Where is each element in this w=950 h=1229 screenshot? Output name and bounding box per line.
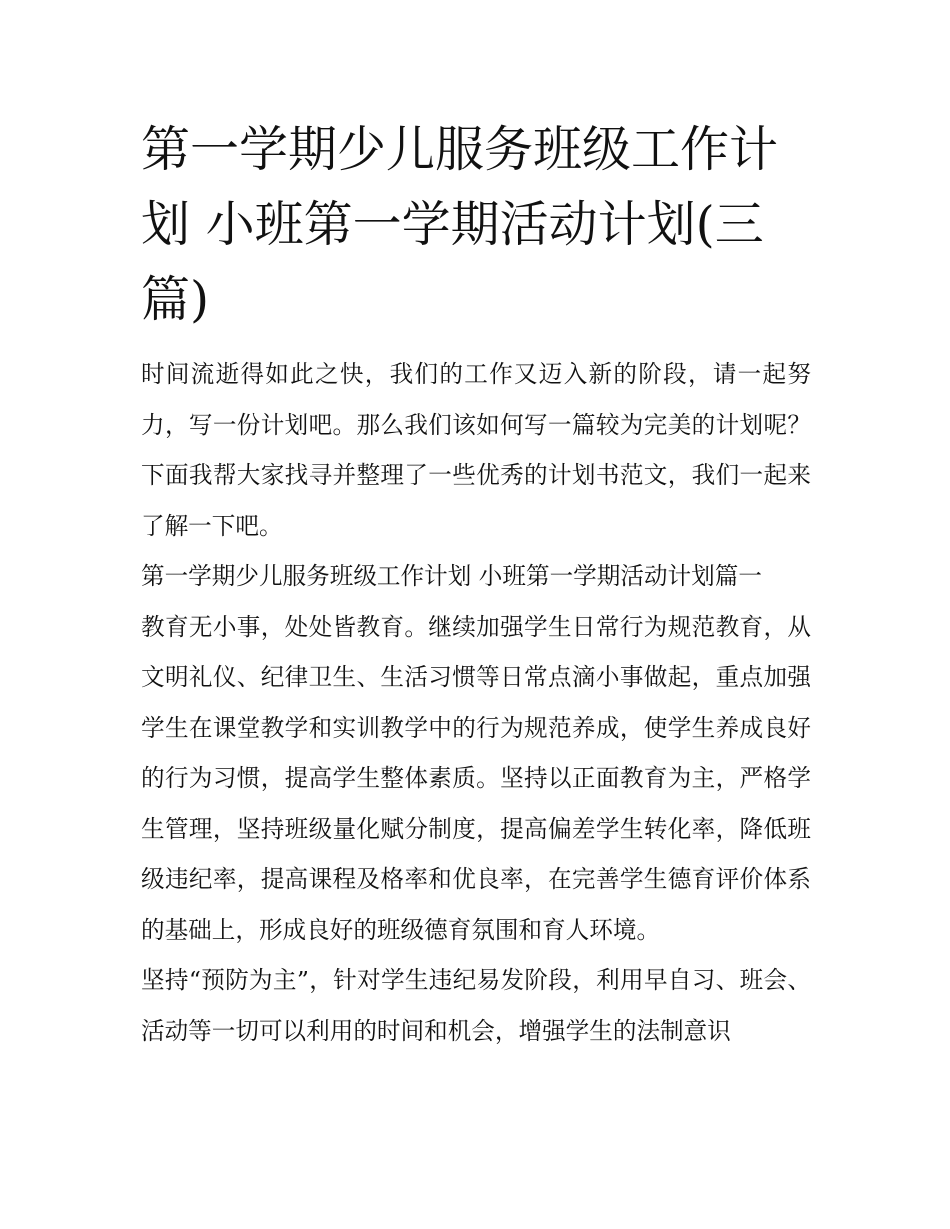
document-body xyxy=(141,112,811,1056)
intro-paragraph: 时间流逝得如此之快，我们的工作又迈入新的阶段，请一起努力，写一份计划吧。那么我们该如何写一篇较为完美的计划呢？下面我帮大家找寻并整理了一些优秀的计划书范文，我们一起来了解一下吧。 xyxy=(141,360,811,540)
section-heading-paragraph: 第一学期少儿服务班级工作计划 小班第一学期活动计划篇一 xyxy=(141,562,762,590)
body-paragraph-education: 教育无小事，处处皆教育。继续加强学生日常行为规范教育，从文明礼仪、纪律卫生、生活习惯等日常点滴小事做起，重点加强学生在课堂教学和实训教学中的行为规范养成，使学生养成良好的行为习惯，提高学生整体素质。坚持以正面教育为主，严格学生管理，坚持班级量化赋分制度，提高偏差学生转化率，降低班级违纪率，提高课程及格率和优良率，在完善学生德育评价体系的基础上，形成良好的班级德育氛围和育人环境。 xyxy=(141,612,811,944)
body-paragraph-prevention: 坚持“预防为主”，针对学生违纪易发阶段，利用早自习、班会、活动等一切可以利用的时间和机会，增强学生的法制意识 xyxy=(141,966,811,1045)
document-title: 第一学期少儿服务班级工作计划 小班第一学期活动计划(三篇) xyxy=(141,121,779,328)
